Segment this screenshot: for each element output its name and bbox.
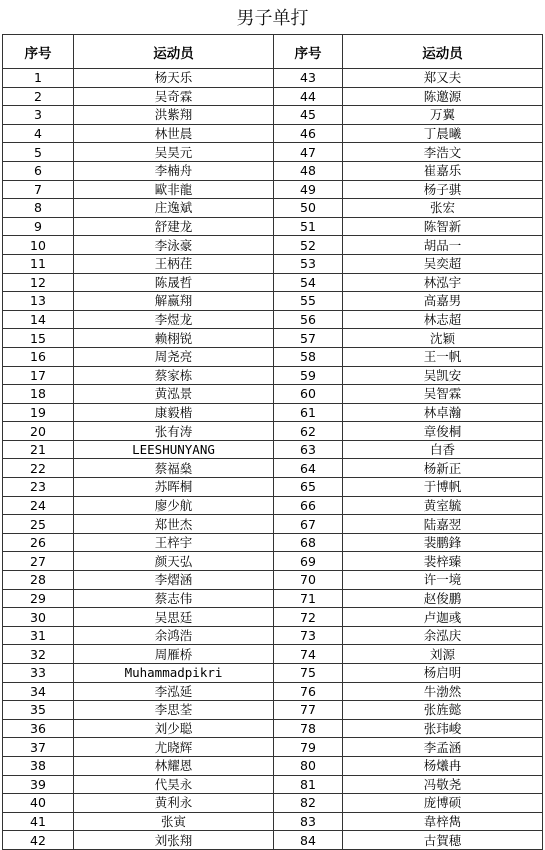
seq-cell: 27 [3, 552, 74, 571]
table-row [3, 645, 543, 664]
seq-cell: 79 [274, 738, 343, 757]
seq-cell: 2 [3, 87, 74, 106]
table-row [3, 664, 543, 683]
table-row [3, 87, 543, 106]
table-row [3, 124, 543, 143]
table-row [3, 552, 543, 571]
athlete-cell: 赵俊鹏 [343, 589, 543, 608]
athlete-cell: 李煜龙 [74, 310, 274, 329]
table-row [3, 459, 543, 478]
table-row [3, 738, 543, 757]
seq-cell: 37 [3, 738, 74, 757]
seq-cell: 41 [3, 812, 74, 831]
athlete-cell: 刘张翔 [74, 831, 274, 850]
seq-cell: 11 [3, 254, 74, 273]
table-row [3, 682, 543, 701]
athlete-cell: 杨新正 [343, 459, 543, 478]
athlete-cell: 王柄荏 [74, 254, 274, 273]
athlete-cell: 古賀穂 [343, 831, 543, 850]
seq-cell: 18 [3, 385, 74, 404]
seq-cell: 81 [274, 775, 343, 794]
athlete-cell: 白香 [343, 440, 543, 459]
table-row [3, 812, 543, 831]
seq-cell: 14 [3, 310, 74, 329]
table-row [3, 794, 543, 813]
seq-cell: 67 [274, 515, 343, 534]
seq-cell: 4 [3, 124, 74, 143]
athlete-cell: 裴梓臻 [343, 552, 543, 571]
athlete-cell: LEESHUNYANG [74, 440, 274, 459]
seq-cell: 25 [3, 515, 74, 534]
athlete-cell: 杨子骐 [343, 180, 543, 199]
athlete-cell: 高嘉男 [343, 292, 543, 311]
seq-cell: 65 [274, 478, 343, 497]
seq-cell: 83 [274, 812, 343, 831]
athlete-cell: 林志超 [343, 310, 543, 329]
athlete-cell: 张旌懿 [343, 701, 543, 720]
athlete-cell: 吴奇霖 [74, 87, 274, 106]
seq-cell: 59 [274, 366, 343, 385]
table-row [3, 496, 543, 515]
seq-cell: 40 [3, 794, 74, 813]
seq-cell: 62 [274, 422, 343, 441]
table-row [3, 608, 543, 627]
athlete-cell: 李思荃 [74, 701, 274, 720]
athlete-cell: 郑又夫 [343, 69, 543, 88]
table-row [3, 756, 543, 775]
athlete-cell: 许一境 [343, 571, 543, 590]
athlete-cell: 张有涛 [74, 422, 274, 441]
seq-cell: 32 [3, 645, 74, 664]
table-row [3, 478, 543, 497]
table-row [3, 329, 543, 348]
athlete-cell: 庞博硕 [343, 794, 543, 813]
table-row [3, 719, 543, 738]
seq-cell: 51 [274, 217, 343, 236]
seq-cell: 61 [274, 403, 343, 422]
seq-cell: 42 [3, 831, 74, 850]
seq-cell: 12 [3, 273, 74, 292]
seq-cell: 74 [274, 645, 343, 664]
table-row [3, 701, 543, 720]
athlete-cell: 蔡志伟 [74, 589, 274, 608]
athlete-cell: 王梓宇 [74, 533, 274, 552]
table-row [3, 366, 543, 385]
seq-cell: 44 [274, 87, 343, 106]
header-athlete-right: 运动员 [343, 35, 543, 69]
seq-cell: 54 [274, 273, 343, 292]
table-row [3, 292, 543, 311]
athlete-cell: 吴思廷 [74, 608, 274, 627]
seq-cell: 29 [3, 589, 74, 608]
athlete-cell: 陈晟哲 [74, 273, 274, 292]
seq-cell: 17 [3, 366, 74, 385]
seq-cell: 76 [274, 682, 343, 701]
athlete-cell: 张玮峻 [343, 719, 543, 738]
table-row [3, 161, 543, 180]
table-row [3, 199, 543, 218]
athlete-cell: 陆嘉翌 [343, 515, 543, 534]
seq-cell: 16 [3, 347, 74, 366]
seq-cell: 19 [3, 403, 74, 422]
athlete-cell: 林耀恩 [74, 756, 274, 775]
athlete-cell: 黄室毓 [343, 496, 543, 515]
seq-cell: 69 [274, 552, 343, 571]
seq-cell: 56 [274, 310, 343, 329]
athlete-cell: 冯敬尧 [343, 775, 543, 794]
athlete-cell: 吴智霖 [343, 385, 543, 404]
table-row [3, 217, 543, 236]
athlete-cell: 胡品一 [343, 236, 543, 255]
seq-cell: 73 [274, 626, 343, 645]
athlete-cell: 丁晨曦 [343, 124, 543, 143]
athlete-cell: 颜天弘 [74, 552, 274, 571]
athlete-cell: 歐非龍 [74, 180, 274, 199]
table-row [3, 69, 543, 88]
seq-cell: 60 [274, 385, 343, 404]
athlete-cell: 牛渤然 [343, 682, 543, 701]
seq-cell: 75 [274, 664, 343, 683]
seq-cell: 24 [3, 496, 74, 515]
seq-cell: 80 [274, 756, 343, 775]
seq-cell: 22 [3, 459, 74, 478]
athlete-cell: 赖栩锐 [74, 329, 274, 348]
table-row [3, 571, 543, 590]
athlete-cell: 万翼 [343, 106, 543, 125]
table-row [3, 831, 543, 850]
athlete-cell: 黄利永 [74, 794, 274, 813]
athlete-cell: 吴昊元 [74, 143, 274, 162]
table-row [3, 385, 543, 404]
athlete-cell: 裴鹏鋒 [343, 533, 543, 552]
table-row [3, 254, 543, 273]
athlete-cell: Muhammadpikri [74, 664, 274, 683]
seq-cell: 53 [274, 254, 343, 273]
athlete-cell: 李浩文 [343, 143, 543, 162]
athlete-cell: 李楠舟 [74, 161, 274, 180]
seq-cell: 49 [274, 180, 343, 199]
athlete-cell: 李泳豪 [74, 236, 274, 255]
athlete-cell: 余鸿浩 [74, 626, 274, 645]
seq-cell: 9 [3, 217, 74, 236]
table-header-row [3, 35, 543, 69]
athlete-cell: 解嬴翔 [74, 292, 274, 311]
athlete-cell: 黄泓景 [74, 385, 274, 404]
seq-cell: 82 [274, 794, 343, 813]
seq-cell: 71 [274, 589, 343, 608]
roster-body [3, 69, 543, 850]
athlete-cell: 郑世杰 [74, 515, 274, 534]
seq-cell: 1 [3, 69, 74, 88]
athlete-cell: 林卓瀚 [343, 403, 543, 422]
table-row [3, 403, 543, 422]
athlete-cell: 林泓宇 [343, 273, 543, 292]
header-seq-right: 序号 [274, 35, 343, 69]
seq-cell: 47 [274, 143, 343, 162]
athlete-cell: 刘少聪 [74, 719, 274, 738]
seq-cell: 77 [274, 701, 343, 720]
seq-cell: 31 [3, 626, 74, 645]
athlete-cell: 于博帆 [343, 478, 543, 497]
seq-cell: 50 [274, 199, 343, 218]
seq-cell: 70 [274, 571, 343, 590]
table-row [3, 106, 543, 125]
seq-cell: 84 [274, 831, 343, 850]
seq-cell: 7 [3, 180, 74, 199]
table-row [3, 515, 543, 534]
athlete-cell: 廖少航 [74, 496, 274, 515]
athlete-cell: 尤晓辉 [74, 738, 274, 757]
athlete-cell: 庄逸斌 [74, 199, 274, 218]
seq-cell: 23 [3, 478, 74, 497]
seq-cell: 3 [3, 106, 74, 125]
athlete-cell: 周雁桥 [74, 645, 274, 664]
seq-cell: 8 [3, 199, 74, 218]
roster-table [2, 34, 543, 850]
athlete-cell: 代昊永 [74, 775, 274, 794]
athlete-cell: 杨天乐 [74, 69, 274, 88]
seq-cell: 72 [274, 608, 343, 627]
table-row [3, 236, 543, 255]
athlete-cell: 陈智新 [343, 217, 543, 236]
page-title: 男子单打 [236, 8, 309, 29]
seq-cell: 13 [3, 292, 74, 311]
athlete-cell: 韋梓雋 [343, 812, 543, 831]
table-row [3, 589, 543, 608]
athlete-cell: 李孟涵 [343, 738, 543, 757]
header-seq-left: 序号 [3, 35, 74, 69]
table-row [3, 422, 543, 441]
athlete-cell: 刘源 [343, 645, 543, 664]
seq-cell: 38 [3, 756, 74, 775]
seq-cell: 21 [3, 440, 74, 459]
athlete-cell: 余泓庆 [343, 626, 543, 645]
athlete-cell: 康毅楷 [74, 403, 274, 422]
seq-cell: 10 [3, 236, 74, 255]
table-row [3, 440, 543, 459]
seq-cell: 52 [274, 236, 343, 255]
table-row [3, 310, 543, 329]
seq-cell: 64 [274, 459, 343, 478]
table-row [3, 626, 543, 645]
seq-cell: 28 [3, 571, 74, 590]
seq-cell: 55 [274, 292, 343, 311]
seq-cell: 35 [3, 701, 74, 720]
table-row [3, 533, 543, 552]
table-row [3, 143, 543, 162]
seq-cell: 48 [274, 161, 343, 180]
seq-cell: 57 [274, 329, 343, 348]
athlete-cell: 吴奕超 [343, 254, 543, 273]
athlete-cell: 崔嘉乐 [343, 161, 543, 180]
athlete-cell: 李熠涵 [74, 571, 274, 590]
seq-cell: 46 [274, 124, 343, 143]
seq-cell: 66 [274, 496, 343, 515]
athlete-cell: 章俊桐 [343, 422, 543, 441]
seq-cell: 34 [3, 682, 74, 701]
athlete-cell: 吴凯安 [343, 366, 543, 385]
table-row [3, 775, 543, 794]
athlete-cell: 舒建龙 [74, 217, 274, 236]
seq-cell: 20 [3, 422, 74, 441]
header-athlete-left: 运动员 [74, 35, 274, 69]
seq-cell: 15 [3, 329, 74, 348]
athlete-cell: 杨爔冉 [343, 756, 543, 775]
athlete-cell: 林世晨 [74, 124, 274, 143]
seq-cell: 5 [3, 143, 74, 162]
seq-cell: 58 [274, 347, 343, 366]
athlete-cell: 陈邀源 [343, 87, 543, 106]
seq-cell: 26 [3, 533, 74, 552]
table-row [3, 347, 543, 366]
seq-cell: 63 [274, 440, 343, 459]
seq-cell: 45 [274, 106, 343, 125]
seq-cell: 39 [3, 775, 74, 794]
seq-cell: 78 [274, 719, 343, 738]
athlete-cell: 张寅 [74, 812, 274, 831]
athlete-cell: 卢迦彧 [343, 608, 543, 627]
table-row [3, 180, 543, 199]
athlete-cell: 杨启明 [343, 664, 543, 683]
athlete-cell: 张宏 [343, 199, 543, 218]
athlete-cell: 李泓延 [74, 682, 274, 701]
seq-cell: 36 [3, 719, 74, 738]
seq-cell: 43 [274, 69, 343, 88]
athlete-cell: 王一帆 [343, 347, 543, 366]
seq-cell: 33 [3, 664, 74, 683]
athlete-cell: 蔡福燊 [74, 459, 274, 478]
table-row [3, 273, 543, 292]
seq-cell: 68 [274, 533, 343, 552]
seq-cell: 30 [3, 608, 74, 627]
athlete-cell: 苏晖桐 [74, 478, 274, 497]
athlete-cell: 洪紫翔 [74, 106, 274, 125]
seq-cell: 6 [3, 161, 74, 180]
athlete-cell: 蔡家栋 [74, 366, 274, 385]
athlete-cell: 周尧亮 [74, 347, 274, 366]
athlete-cell: 沈颖 [343, 329, 543, 348]
